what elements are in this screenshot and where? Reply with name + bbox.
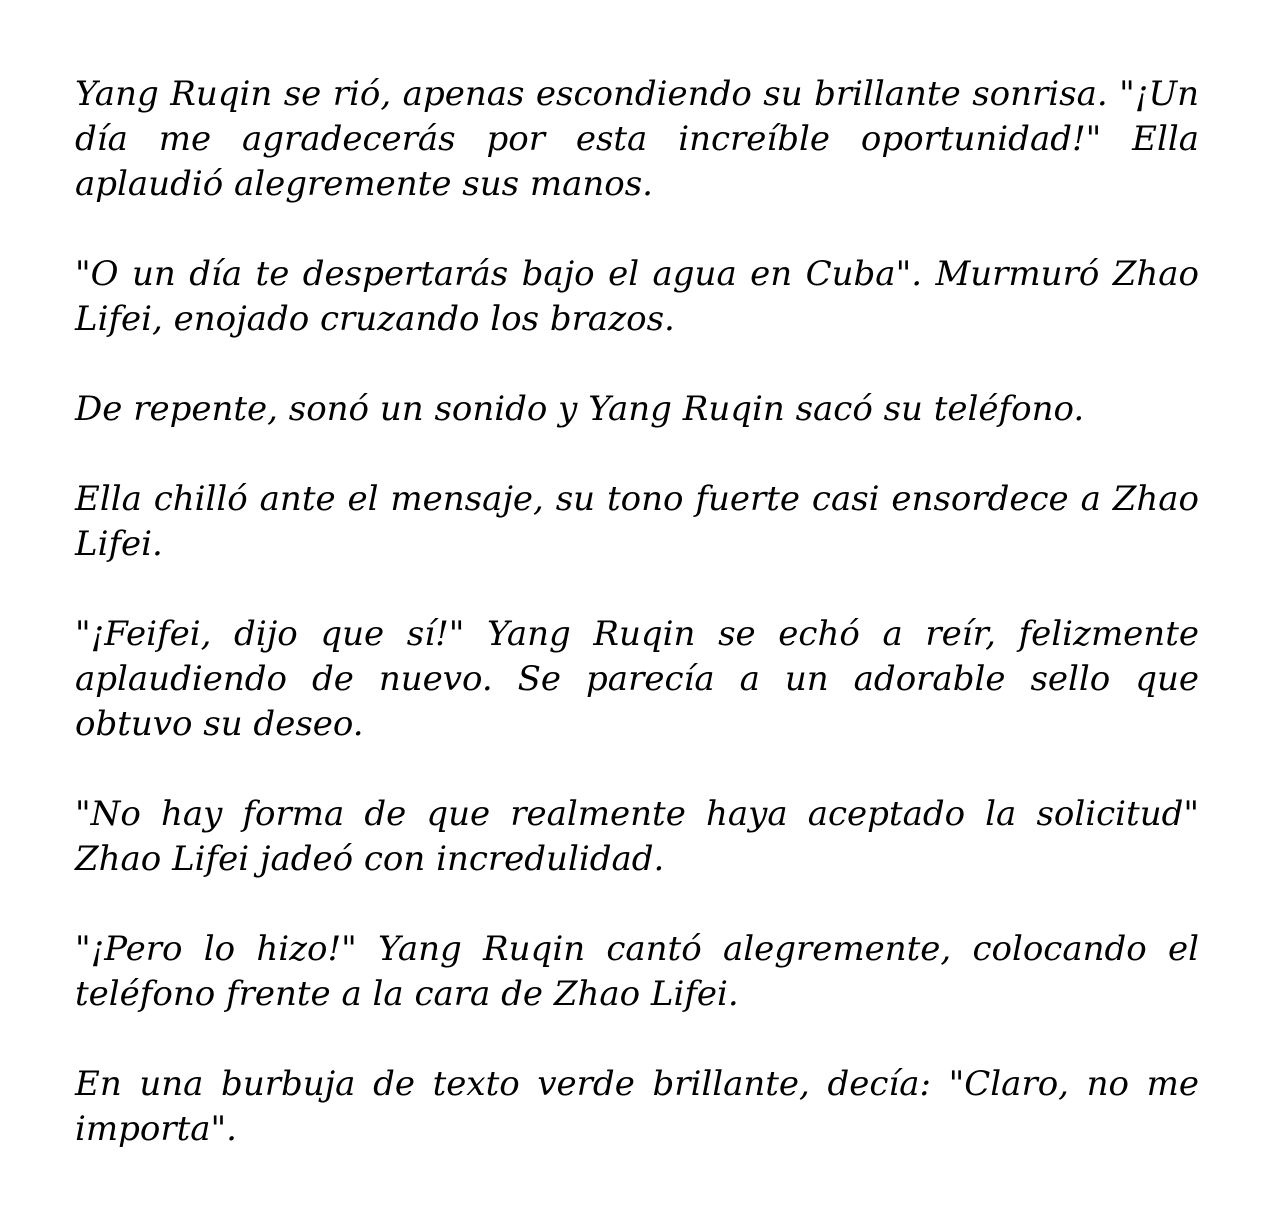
document-body <box>75 72 1199 1152</box>
paragraph: "¡Pero lo hizo!" Yang Ruqin cantó alegremente, colocando el teléfono frente a la cara de Zhao Lifei. <box>75 929 1199 1014</box>
paragraph: Yang Ruqin se rió, apenas escondiendo su brillante sonrisa. "¡Un día me agradecerás por esta increíble oportunidad!" Ella aplaudió alegremente sus manos. <box>75 74 1199 204</box>
paragraph: "O un día te despertarás bajo el agua en Cuba". Murmuró Zhao Lifei, enojado cruzando los brazos. <box>75 254 1199 339</box>
paragraph: De repente, sonó un sonido y Yang Ruqin sacó su teléfono. <box>75 389 1085 429</box>
paragraph: En una burbuja de texto verde brillante, decía: "Claro, no me importa". <box>75 1064 1199 1149</box>
paragraph: "¡Feifei, dijo que sí!" Yang Ruqin se echó a reír, felizmente aplaudiendo de nuevo. Se parecía a un adorable sello que obtuvo su deseo. <box>75 614 1199 744</box>
paragraph: Ella chilló ante el mensaje, su tono fuerte casi ensordece a Zhao Lifei. <box>75 479 1199 564</box>
paragraph: "No hay forma de que realmente haya aceptado la solicitud" Zhao Lifei jadeó con incredulidad. <box>75 794 1199 879</box>
